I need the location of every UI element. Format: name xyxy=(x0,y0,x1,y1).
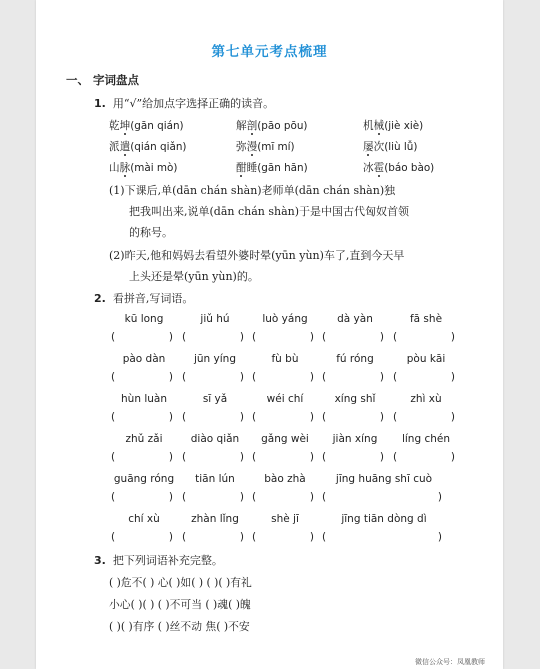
pinyin-word: wéi chí xyxy=(266,393,304,405)
answer-blank[interactable]: ( ) xyxy=(322,371,384,383)
pinyin-word: líng chén xyxy=(401,433,451,445)
answer-blank[interactable]: ( ) xyxy=(182,491,244,503)
dotted-character: 遣 xyxy=(119,141,131,153)
reading-item: 屡次(liù lǚ) xyxy=(363,141,418,153)
pronunciation-options: (mī mí) xyxy=(257,141,295,153)
fill-line-2: 小心( )( ) ( )不可当 ( )魂( )魄 xyxy=(109,598,251,611)
pronunciation-options: (jiè xiè) xyxy=(384,120,424,132)
question-1-prompt xyxy=(94,95,274,111)
pinyin-word: kū long xyxy=(124,313,164,325)
answer-blank[interactable]: ( ) xyxy=(111,531,173,543)
answer-blank[interactable]: ( ) xyxy=(111,491,173,503)
pinyin-word: zhàn lǐng xyxy=(191,513,239,525)
question-3-prompt xyxy=(94,552,223,568)
question-number: 2. xyxy=(94,292,106,305)
pronunciation-options: (qián qiǎn) xyxy=(130,141,187,153)
answer-blank[interactable]: ( ) xyxy=(252,371,314,383)
q1-paragraph-2-line-2: 上头还是晕(yūn yùn)的。 xyxy=(129,270,259,283)
answer-blank[interactable]: ( ) xyxy=(182,411,244,423)
pinyin-word: guāng róng xyxy=(113,473,175,485)
question-text: 看拼音,写词语。 xyxy=(112,292,194,305)
reading-item: 乾坤(gān qián) xyxy=(109,120,184,132)
answer-blank[interactable]: ( ) xyxy=(393,451,455,463)
q1-paragraph-1-line-3: 的称号。 xyxy=(129,226,173,239)
answer-blank[interactable]: ( ) xyxy=(111,371,173,383)
pinyin-word: jīng tiān dòng dì xyxy=(341,513,427,525)
answer-blank[interactable]: ( ) xyxy=(393,411,455,423)
dotted-character: 屡 xyxy=(363,141,374,153)
dotted-character: 雹 xyxy=(373,162,385,174)
answer-blank[interactable]: ( ) xyxy=(252,331,314,343)
pinyin-word: fú róng xyxy=(336,353,374,365)
pinyin-word: sī yǎ xyxy=(202,393,228,405)
fill-line-3: ( )( )有序 ( )丝不动 焦( )不安 xyxy=(109,620,250,633)
pronunciation-options: (báo bào) xyxy=(384,162,435,174)
pinyin-word: bào zhà xyxy=(264,473,306,485)
answer-blank[interactable]: ( ) xyxy=(252,451,314,463)
question-number: 3. xyxy=(94,554,106,567)
dotted-character: 漫 xyxy=(246,141,258,153)
reading-item: 冰雹(báo bào) xyxy=(363,162,435,174)
answer-blank[interactable]: ( ) xyxy=(182,451,244,463)
question-2-prompt xyxy=(94,290,193,306)
answer-blank[interactable]: ( ) xyxy=(252,411,314,423)
dotted-character: 坤 xyxy=(119,120,131,132)
answer-blank[interactable]: ( ) xyxy=(322,531,442,543)
answer-blank[interactable]: ( ) xyxy=(111,411,173,423)
dotted-character: 剖 xyxy=(246,120,258,132)
dotted-character: 酣 xyxy=(236,162,247,174)
pinyin-word: zhǔ zǎi xyxy=(125,433,163,445)
pronunciation-options: (mài mò) xyxy=(130,162,178,174)
answer-blank[interactable]: ( ) xyxy=(182,371,244,383)
pronunciation-options: (gān qián) xyxy=(130,120,184,132)
q1-paragraph-1-line-1: (1)下课后,单(dān chán shàn)老师单(dān chán shàn)独 xyxy=(109,184,396,197)
question-text: 把下列词语补充完整。 xyxy=(112,554,223,567)
pinyin-word: fā shè xyxy=(409,313,443,325)
fill-line-1: ( )危不( ) 心( )如( ) ( )( )有礼 xyxy=(109,576,252,589)
pinyin-word: jīng huāng shī cuò xyxy=(335,473,433,485)
pinyin-word: jiǔ hú xyxy=(200,313,230,325)
reading-item: 派遣(qián qiǎn) xyxy=(109,141,187,153)
page-title: 第七单元考点梳理 xyxy=(211,44,328,60)
answer-blank[interactable]: ( ) xyxy=(322,411,384,423)
q1-paragraph-1-line-2: 把我叫出来,说单(dān chán shàn)于是中国古代匈奴首领 xyxy=(129,205,410,218)
pinyin-word: luò yáng xyxy=(262,313,308,325)
pinyin-word: pào dàn xyxy=(122,353,166,365)
dotted-character: 脉 xyxy=(119,162,131,174)
question-text: 用“√”给加点字选择正确的读音。 xyxy=(112,97,275,110)
pinyin-word: tiān lún xyxy=(195,473,235,485)
answer-blank[interactable]: ( ) xyxy=(393,331,455,343)
answer-blank[interactable]: ( ) xyxy=(252,531,314,543)
pronunciation-options: (pāo pōu) xyxy=(257,120,308,132)
section-heading: 一、 字词盘点 xyxy=(66,73,140,87)
pinyin-word: chí xù xyxy=(128,513,160,525)
dotted-character: 械 xyxy=(373,120,385,132)
pinyin-word: jiàn xíng xyxy=(332,433,378,445)
pinyin-word: dà yàn xyxy=(337,313,373,325)
answer-blank[interactable]: ( ) xyxy=(322,331,384,343)
answer-blank[interactable]: ( ) xyxy=(322,491,442,503)
q1-paragraph-2-line-1: (2)昨天,他和妈妈去看望外婆时晕(yūn yùn)车了,直到今天早 xyxy=(109,249,405,262)
pinyin-word: zhì xù xyxy=(410,393,442,405)
answer-blank[interactable]: ( ) xyxy=(322,451,384,463)
reading-item: 机械(jiè xiè) xyxy=(363,120,424,132)
answer-blank[interactable]: ( ) xyxy=(182,531,244,543)
answer-blank[interactable]: ( ) xyxy=(111,331,173,343)
reading-item: 解剖(pāo pōu) xyxy=(236,120,308,132)
reading-item: 弥漫(mī mí) xyxy=(236,141,295,153)
pinyin-word: diào qiǎn xyxy=(190,433,240,445)
reading-item: 酣睡(gān hān) xyxy=(236,162,308,174)
footer-note: 微信公众号：凤凰教师 xyxy=(415,658,485,666)
answer-blank[interactable]: ( ) xyxy=(252,491,314,503)
pinyin-word: xíng shǐ xyxy=(334,393,376,405)
pinyin-word: hùn luàn xyxy=(121,393,167,405)
pinyin-word: fù bù xyxy=(271,353,299,365)
reading-item: 山脉(mài mò) xyxy=(109,162,178,174)
pronunciation-options: (gān hān) xyxy=(257,162,308,174)
answer-blank[interactable]: ( ) xyxy=(393,371,455,383)
pinyin-word: pòu kāi xyxy=(406,353,446,365)
answer-blank[interactable]: ( ) xyxy=(182,331,244,343)
pronunciation-options: (liù lǚ) xyxy=(384,141,418,153)
worksheet-page xyxy=(36,0,503,669)
question-number: 1. xyxy=(94,97,106,110)
pinyin-word: jūn yíng xyxy=(193,353,236,365)
pinyin-word: shè jī xyxy=(271,513,299,525)
pinyin-word: gǎng wèi xyxy=(261,433,309,445)
answer-blank[interactable]: ( ) xyxy=(111,451,173,463)
